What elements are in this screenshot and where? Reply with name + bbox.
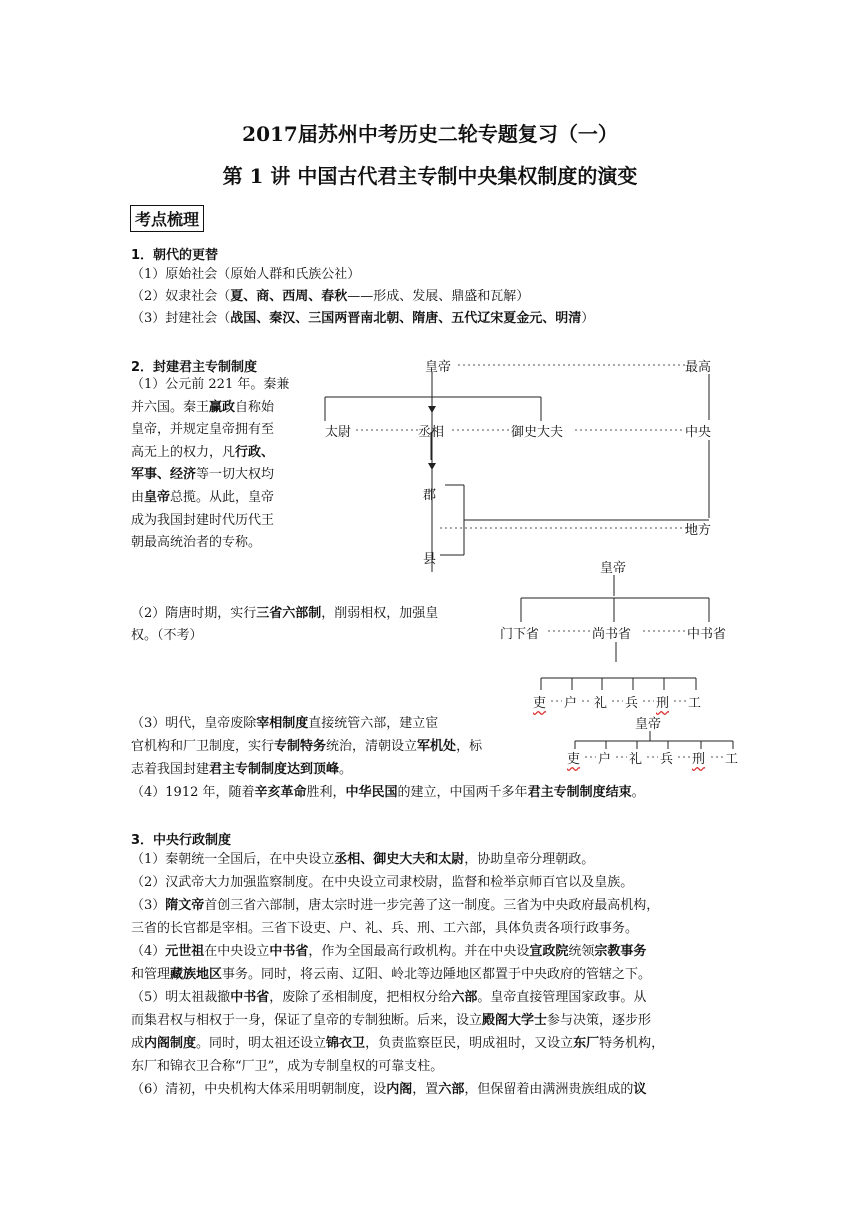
d3-ministry-li: 吏 bbox=[567, 752, 581, 767]
sec3-line5: （4）元世祖在中央设立中书省，作为全国最高行政机构。并在中央设宣政院统领宗教事务 bbox=[131, 944, 647, 959]
sec3-line11: （6）清初，中央机构大体采用明朝制度，设内阁，置六部，但保留着由满洲贵族组成的议 bbox=[131, 1082, 647, 1097]
d2-menxia: 门下省 bbox=[500, 627, 540, 642]
sec3-line4: 三省的长官都是宰相。三省下设吏、户、礼、兵、刑、工六部，具体负责各项行政事务。 bbox=[131, 921, 639, 936]
sec2-para3-line3: 志着我国封建君主专制制度达到顶峰。 bbox=[131, 762, 353, 777]
d2-ministry-bing: 兵 bbox=[625, 696, 639, 711]
sec2-para3-line2: 官机构和厂卫制度，实行专制特务统治，清朝设立军机处，标 bbox=[131, 739, 483, 754]
d1-emperor: 皇帝 bbox=[425, 360, 452, 375]
d1-highest: 最高 bbox=[685, 360, 712, 375]
sec3-line8: 而集君权与相权于一身，保证了皇帝的专制独断。后来，设立殿阁大学士参与决策，逐步形 bbox=[131, 1013, 652, 1028]
d1-xian: 县 bbox=[423, 552, 437, 567]
page-subtitle: 第 1 讲 中国古代君主专制中央集权制度的演变 bbox=[222, 164, 638, 188]
d3-ministry-hu: 户 bbox=[598, 752, 612, 767]
d2-emperor: 皇帝 bbox=[600, 561, 627, 576]
d1-yushi: 御史大夫 bbox=[511, 425, 564, 440]
sec1-line1: （1）原始社会（原始人群和氏族公社） bbox=[131, 267, 361, 282]
d1-taiwei: 太尉 bbox=[325, 425, 352, 440]
page-title: 2017届苏州中考历史二轮专题复习（一） bbox=[242, 122, 618, 146]
d2-zhongshu: 中书省 bbox=[687, 627, 727, 642]
d3-ministry-bing: 兵 bbox=[660, 752, 674, 767]
sec2-para4: （4）1912 年，随着辛亥革命胜利，中华民国的建立，中国两千多年君主专制制度结束。 bbox=[131, 785, 645, 800]
sec3-line2: （2）汉武帝大力加强监察制度。在中央设立司隶校尉，监督和检举京师百官以及皇族。 bbox=[131, 875, 634, 890]
d1-chengxiang: 丞相 bbox=[418, 425, 445, 440]
sec2-para3-line1: （3）明代，皇帝废除宰相制度直接统管六部，建立宦 bbox=[131, 716, 439, 731]
d2-ministry-hu: 户 bbox=[564, 696, 578, 711]
sec3-line9: 成内阁制度。同时，明太祖还设立锦衣卫，负责监察臣民，明成祖时，又设立东厂特务机构， bbox=[131, 1036, 665, 1051]
sec1-line2: （2）奴隶社会（夏、商、西周、春秋——形成、发展、鼎盛和瓦解） bbox=[131, 289, 530, 304]
sec3-line10: 东厂和锦衣卫合称“厂卫”，成为专制皇权的可靠支柱。 bbox=[131, 1059, 444, 1074]
d2-ministry-gong: 工 bbox=[688, 696, 702, 711]
sec3-line6: 和管理藏族地区事务。同时，将云南、辽阳、岭北等边陲地区都置于中央政府的管辖之下。 bbox=[131, 967, 652, 982]
sec2-title: 2．封建君主专制制度 bbox=[131, 360, 258, 375]
sec2-para2-line1: （2）隋唐时期，实行三省六部制，削弱相权，加强皇 bbox=[131, 606, 439, 621]
sec3-line7: （5）明太祖裁撤中书省，废除了丞相制度，把相权分给六部。皇帝直接管理国家政事。从 bbox=[131, 990, 647, 1005]
d2-ministry-xing: 刑 bbox=[656, 696, 670, 711]
d1-jun: 郡 bbox=[423, 488, 437, 503]
sec1-title: 1．朝代的更替 bbox=[131, 248, 219, 263]
section-heading-box: 考点梳理 bbox=[130, 205, 204, 232]
d3-emperor: 皇帝 bbox=[635, 717, 662, 732]
d3-ministry-gong: 工 bbox=[725, 752, 739, 767]
d2-ministry-li: 吏 bbox=[533, 696, 547, 711]
d1-central: 中央 bbox=[685, 425, 712, 440]
sec3-line1: （1）秦朝统一全国后，在中央设立丞相、御史大夫和太尉，协助皇帝分理朝政。 bbox=[131, 852, 595, 867]
d2-ministry-li2: 礼 bbox=[594, 696, 608, 711]
sec2-para1: （1）公元前 221 年。秦兼 并六国。秦王赢政自称始 皇帝，并规定皇帝拥有至 高无上的权力，凡行政、 军事、经济等一切大权均 由皇帝总揽。从此，皇帝 成为我国封建时代历代王 朝最高统治者的专称。 bbox=[131, 377, 290, 551]
d3-ministry-xing: 刑 bbox=[692, 752, 706, 767]
sec2-para2-line2: 权。（不考） bbox=[131, 628, 203, 643]
sec3-title: 3．中央行政制度 bbox=[131, 833, 232, 848]
sec3-line3: （3）隋文帝首创三省六部制，唐太宗时进一步完善了这一制度。三省为中央政府最高机构， bbox=[131, 898, 660, 913]
sec1-line3: （3）封建社会（战国、秦汉、三国两晋南北朝、隋唐、五代辽宋夏金元、明清） bbox=[131, 311, 595, 326]
d3-ministry-li2: 礼 bbox=[629, 752, 643, 767]
d2-shangshu: 尚书省 bbox=[592, 627, 632, 642]
d1-local: 地方 bbox=[685, 523, 712, 538]
